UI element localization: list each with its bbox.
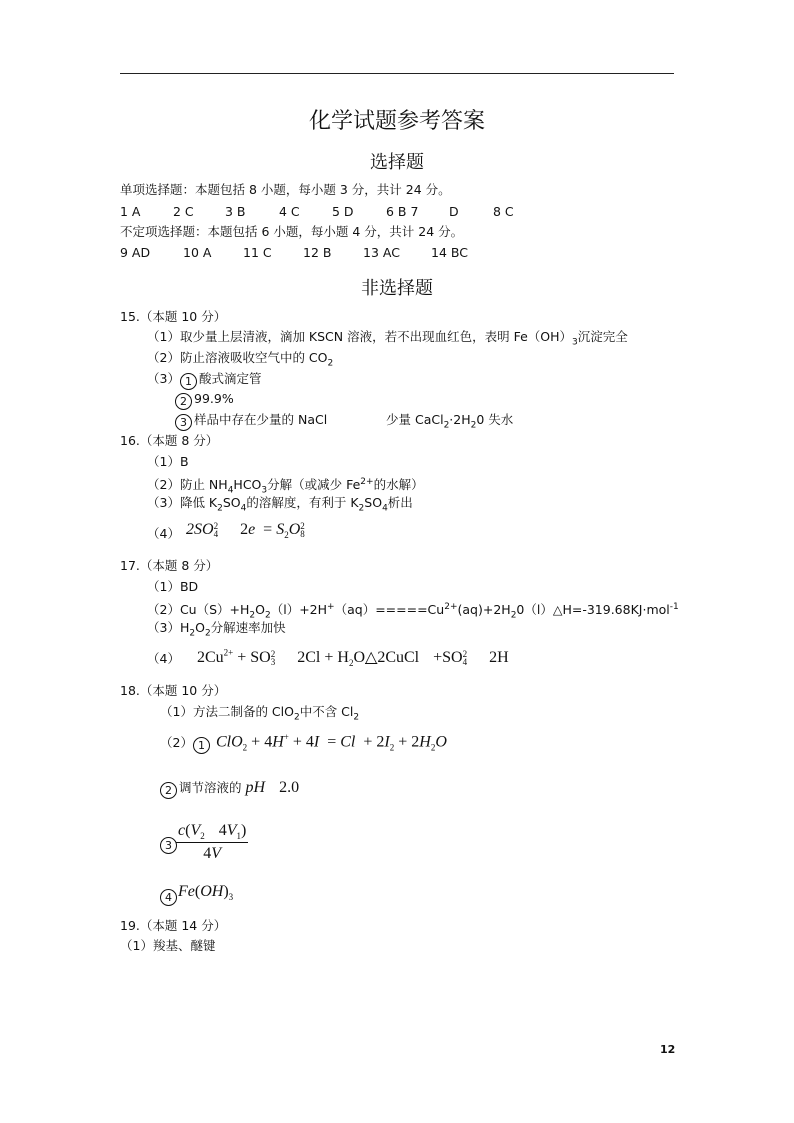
page-number: 12 (660, 1043, 676, 1056)
answer-item: 9 AD (120, 245, 151, 260)
q17-part1: （1）BD (147, 579, 199, 594)
q17-part4-equation: $2Cu^{2+}$ + SO 2 3 $2Cl + H_2O\triangle 2CuCl +SO$ 2 4 2H (197, 647, 509, 669)
answer-item: 11 C (243, 245, 272, 260)
q18-part2-label: （2） 1 (160, 735, 212, 754)
q15-part3-b: 2 99.9% (175, 391, 234, 410)
q16-part4-label: （4） (147, 526, 180, 541)
answer-item: 10 A (183, 245, 212, 260)
circled-number-icon: 3 (175, 414, 192, 431)
header-rule (120, 73, 674, 74)
q18-fraction: $\frac{c(V_2 4V_1)}{4V}$ (178, 822, 247, 863)
q15-heading: 15.（本题 10 分） (120, 309, 227, 324)
answer-item: 8 C (493, 204, 514, 219)
q16-part1: （1）B (147, 454, 189, 469)
q16-heading: 16.（本题 8 分） (120, 433, 219, 448)
q17-part2: $(2)Cu(S)+H_2O_2(l)+2H^+(aq)=====Cu^{2+}(aq)+2H_20(l)\triangle H=-319.68KJ\cdot mol^{-1}$ (147, 602, 679, 621)
answer-item: 4 C (279, 204, 300, 219)
q17-part3: $(3)H_2O_2$分解速率加快 (147, 620, 286, 639)
circled-number-icon: 1 (193, 737, 210, 754)
q15-part3: （3） 1 酸式滴定管 (147, 371, 262, 388)
answer-item: 5 D (332, 204, 354, 219)
circled-number-icon: 2 (175, 393, 192, 410)
answer-item: D (449, 204, 459, 219)
q18-formula-iron-hydroxide: $Fe(OH)_3$ (178, 883, 234, 903)
section-heading-nonchoice: 非选择题 (361, 278, 433, 299)
q18-part2-item2: 2 调节溶液的 pH 2.0 (160, 780, 299, 799)
circled-number-icon: 1 (180, 373, 197, 390)
q15-part3-c: 3 样品中存在少量的 NaCl (175, 412, 327, 431)
q18-part1: （1）方法二制备的 ClO$_2$中不含 $Cl_2$ (160, 704, 360, 723)
q19-heading: 19.（本题 14 分） (120, 918, 227, 933)
q18-heading: 18.（本题 10 分） (120, 683, 227, 698)
q17-heading: 17.（本题 8 分） (120, 558, 219, 573)
answer-item: 14 BC (431, 245, 468, 260)
circled-number-icon: 3 (160, 837, 177, 854)
answer-item: 6 B 7 (386, 204, 419, 219)
document-title: 化学试题参考答案 (308, 109, 485, 134)
q16-part2: （2）防止 $NH_4HCO_3$分解（或减少 $Fe^{2+}$的水解） (147, 477, 424, 496)
answer-item: 3 B (225, 204, 246, 219)
q15-part1: （1）取少量上层清液，滴加 KSCN 溶液，若不出现血红色，表明 $Fe(OH)_3$沉淀完全 (147, 329, 628, 348)
q16-part3: （3）降低 $K_2SO_4$的溶解度，有利于 $K_2SO_4$析出 (147, 495, 413, 514)
q19-part1: （1）羧基、醚键 (120, 938, 216, 953)
q18-part2-item4 (160, 887, 179, 906)
answer-item: 2 C (173, 204, 194, 219)
single-choice-heading: 单项选择题：本题包括 8 小题，每小题 3 分，共计 24 分。 (120, 182, 451, 197)
q15-part3-c-extra: 少量 $CaCl_2\cdot 2H_20$ 失水 (386, 412, 514, 431)
answer-item: 13 AC (363, 245, 400, 260)
q15-part2: （2）防止溶液吸收空气中的 $CO_2$ (147, 350, 334, 369)
q17-part4-label: （4） (147, 651, 180, 666)
multi-choice-heading: 不定项选择题：本题包括 6 小题，每小题 4 分，共计 24 分。 (120, 224, 464, 239)
q16-part4-equation: 2SO 2 4 $2e = S_2O$ 2 8 (186, 521, 305, 541)
q18-equation-1: $ClO_2 + 4H^+ + 4I = Cl + 2I_2 + 2H_2O$ (216, 732, 447, 753)
answer-item: 1 A (120, 204, 141, 219)
section-heading-choice: 选择题 (370, 152, 424, 173)
answer-item: 12 B (303, 245, 332, 260)
circled-number-icon: 4 (160, 889, 177, 906)
circled-number-icon: 2 (160, 782, 177, 799)
